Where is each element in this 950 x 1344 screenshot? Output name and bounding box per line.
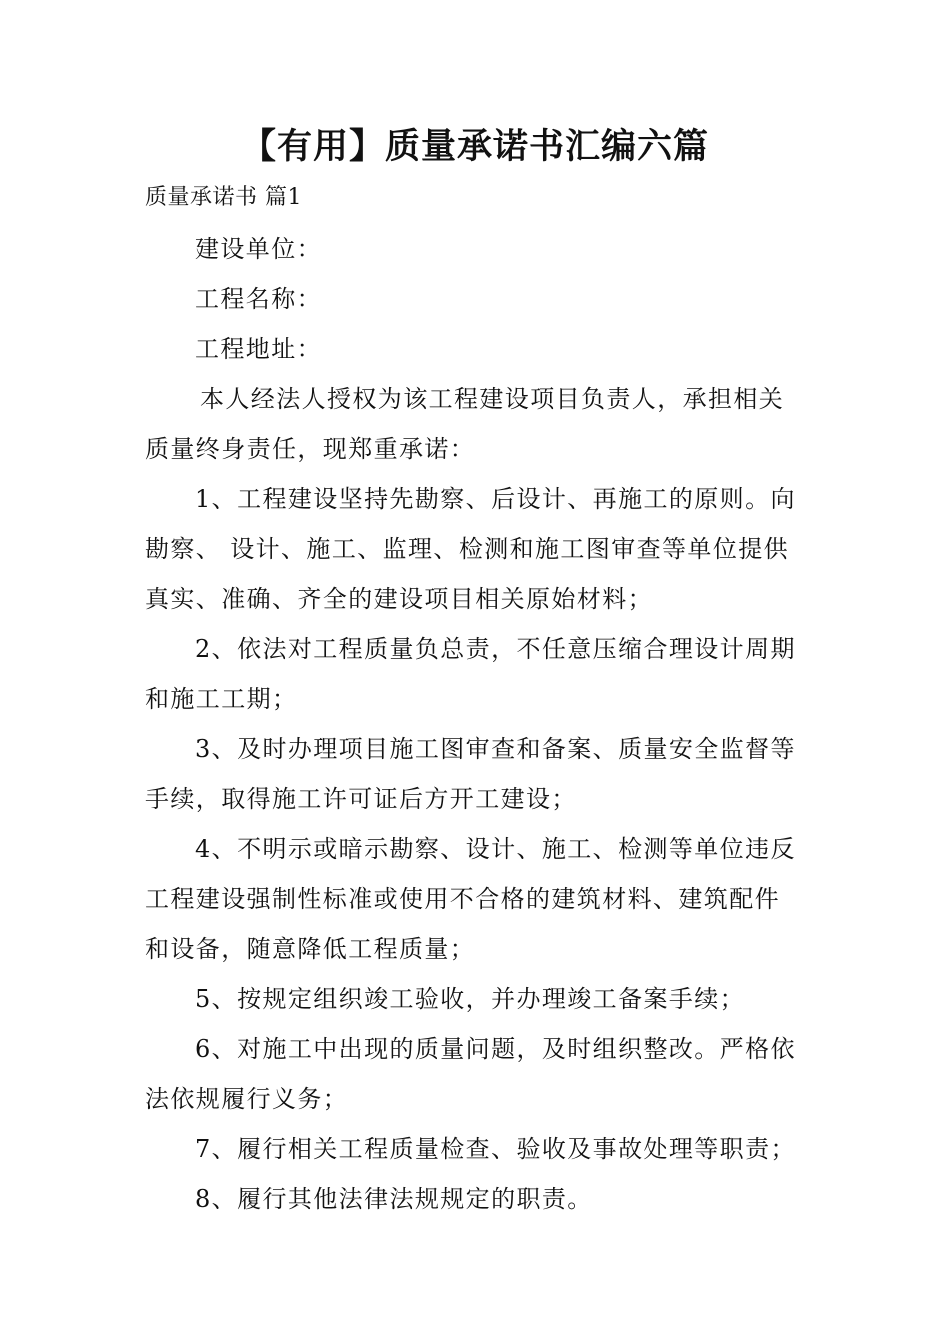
paragraph-line: 真实、准确、齐全的建设项目相关原始材料； <box>145 585 653 613</box>
paragraph-line: 工程建设强制性标准或使用不合格的建筑材料、建筑配件 <box>145 885 780 913</box>
paragraph-line: 质量终身责任，现郑重承诺： <box>145 435 476 463</box>
paragraph-line: 本人经法人授权为该工程建设项目负责人，承担相关 <box>200 385 785 413</box>
paragraph-line: 法依规履行义务； <box>145 1085 349 1113</box>
field-project-address: 工程地址： <box>195 335 322 363</box>
paragraph-line: 6、对施工中出现的质量问题，及时组织整改。严格依 <box>195 1035 796 1063</box>
paragraph-line: 3、及时办理项目施工图审查和备案、质量安全监督等 <box>195 735 796 763</box>
paragraph-line: 2、依法对工程质量负总责，不任意压缩合理设计周期 <box>195 635 796 663</box>
paragraph-line: 和设备，随意降低工程质量； <box>145 935 476 963</box>
field-construction-unit: 建设单位： <box>195 235 322 263</box>
document-title: 【有用】质量承诺书汇编六篇 <box>240 127 709 167</box>
paragraph-line: 5、按规定组织竣工验收，并办理竣工备案手续； <box>195 985 746 1013</box>
paragraph-line: 8、履行其他法律法规规定的职责。 <box>195 1185 593 1213</box>
paragraph-line: 和施工工期； <box>145 685 298 713</box>
paragraph-line: 手续，取得施工许可证后方开工建设； <box>145 785 577 813</box>
field-project-name: 工程名称： <box>195 285 322 313</box>
paragraph-line: 1、工程建设坚持先勘察、后设计、再施工的原则。向 <box>195 485 796 513</box>
paragraph-line: 4、不明示或暗示勘察、设计、施工、检测等单位违反 <box>195 835 796 863</box>
paragraph-line: 7、履行相关工程质量检查、验收及事故处理等职责； <box>195 1135 796 1163</box>
paragraph-line: 勘察、 设计、施工、监理、检测和施工图审查等单位提供 <box>145 535 790 563</box>
section-heading: 质量承诺书 篇1 <box>145 185 302 210</box>
